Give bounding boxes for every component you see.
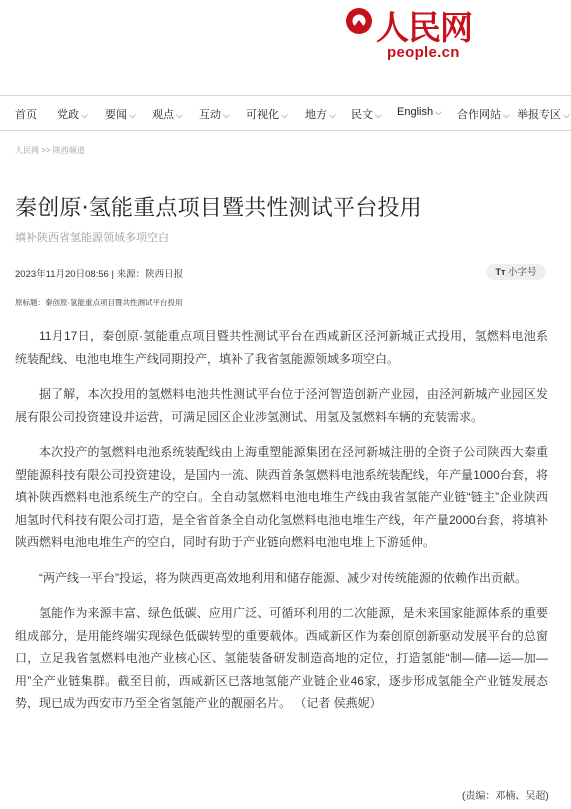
nav-item-report[interactable]: 举报专区 ⌵ xyxy=(517,109,570,121)
article-meta: 2023年11月20日08:56 | 来源：陕西日报 xyxy=(15,269,184,280)
original-title: 原标题：秦创原·氢能重点项目暨共性测试平台投用 xyxy=(15,298,183,307)
chevron-down-icon: ⌵ xyxy=(223,110,230,120)
nav-item-home[interactable]: 首页 xyxy=(15,109,37,121)
page-title: 秦创原·氢能重点项目暨共性测试平台投用 xyxy=(15,196,422,221)
chevron-down-icon: ⌵ xyxy=(176,110,183,120)
page-subtitle: 填补陕西省氢能源领域多项空白 xyxy=(15,232,169,244)
font-size-icon: Tт xyxy=(495,267,506,277)
nav-item-english[interactable]: English ⌵ xyxy=(397,106,442,118)
paragraph: “两产线一平台”投运，将为陕西更高效地利用和储存能源、减少对传统能源的依赖作出贡献。 xyxy=(39,570,527,585)
nav-item-ethnic[interactable]: 民文 ⌵ xyxy=(351,109,382,121)
nav-item-interaction[interactable]: 互动 ⌵ xyxy=(199,109,230,121)
article-body xyxy=(15,325,548,728)
nav-item-partners[interactable]: 合作网站 ⌵ xyxy=(457,109,510,121)
paragraph: 氢能作为来源丰富、绿色低碳、应用广泛、可循环利用的二次能源，是未来国家能源体系的重要组成部分，是用能终端实现绿色低碳转型的重要载体。西咸新区作为秦创原创新驱动发展平台的总窗口，立足我省氢燃料电池产业核心区、氢能装备研发制造高地的定位，打造氢能“制—储—运—加—用”全产业链集群。截至目前，西咸新区已落地氢能产业链企业46家，逐步形成氢能全产业链发展态势，现已成为西安市乃至全省氢能产业的靓丽名片。 （记者 侯燕妮） xyxy=(15,606,548,710)
nav-item-local[interactable]: 地方 ⌵ xyxy=(305,109,336,121)
breadcrumb[interactable]: 人民网 >> 陕西频道 xyxy=(15,146,85,155)
header xyxy=(0,0,571,92)
chevron-down-icon: ⌵ xyxy=(435,107,442,117)
font-size-button[interactable] xyxy=(486,264,546,280)
chevron-down-icon: ⌵ xyxy=(375,110,382,120)
people-logo-icon[interactable] xyxy=(344,6,374,36)
chevron-down-icon: ⌵ xyxy=(563,110,570,120)
paragraph: 11月17日，秦创原·氢能重点项目暨共性测试平台在西咸新区泾河新城正式投用，氢燃料电池系统装配线、电池电堆生产线同期投产，填补了我省氢能源领域多项空白。 xyxy=(15,329,548,366)
main-nav xyxy=(0,95,571,131)
nav-item-news[interactable]: 要闻 ⌵ xyxy=(105,109,136,121)
nav-item-party[interactable]: 党政 ⌵ xyxy=(57,109,88,121)
logo-text[interactable]: 人民网 xyxy=(376,8,472,47)
chevron-down-icon: ⌵ xyxy=(329,110,336,120)
font-size-label: 小字号 xyxy=(508,267,537,278)
nav-item-opinion[interactable]: 观点 ⌵ xyxy=(152,109,183,121)
logo-domain[interactable]: people.cn xyxy=(387,44,460,61)
editor-credit: (责编：邓楠、吴超) xyxy=(462,791,549,802)
chevron-down-icon: ⌵ xyxy=(129,110,136,120)
chevron-down-icon: ⌵ xyxy=(281,110,288,120)
chevron-down-icon: ⌵ xyxy=(81,110,88,120)
chevron-down-icon: ⌵ xyxy=(503,110,510,120)
paragraph: 据了解，本次投用的氢燃料电池共性测试平台位于泾河智造创新产业园，由泾河新城产业园区发展有限公司投资建设并运营，可满足园区企业涉氢测试、用氢及氢燃料车辆的充装需求。 xyxy=(15,387,548,424)
nav-item-visual[interactable]: 可视化 ⌵ xyxy=(246,109,288,121)
paragraph: 本次投产的氢燃料电池系统装配线由上海重塑能源集团在泾河新城注册的全资子公司陕西大秦重塑能源科技有限公司投资建设，是国内一流、陕西首条氢燃料电池系统装配线，年产量1000台套，将填补陕西燃料电池系统生产的空白。全自动氢燃料电池电堆生产线由我省氢能产业链“链主”企业陕西旭氢时代科技有限公司打造，是全省首条全自动化氢燃料电池电堆生产线，年产量2000台套，将填补陕西燃料电池电堆生产的空白，同时有助于产业链向燃料电池电堆上下游延伸。 xyxy=(15,445,548,549)
